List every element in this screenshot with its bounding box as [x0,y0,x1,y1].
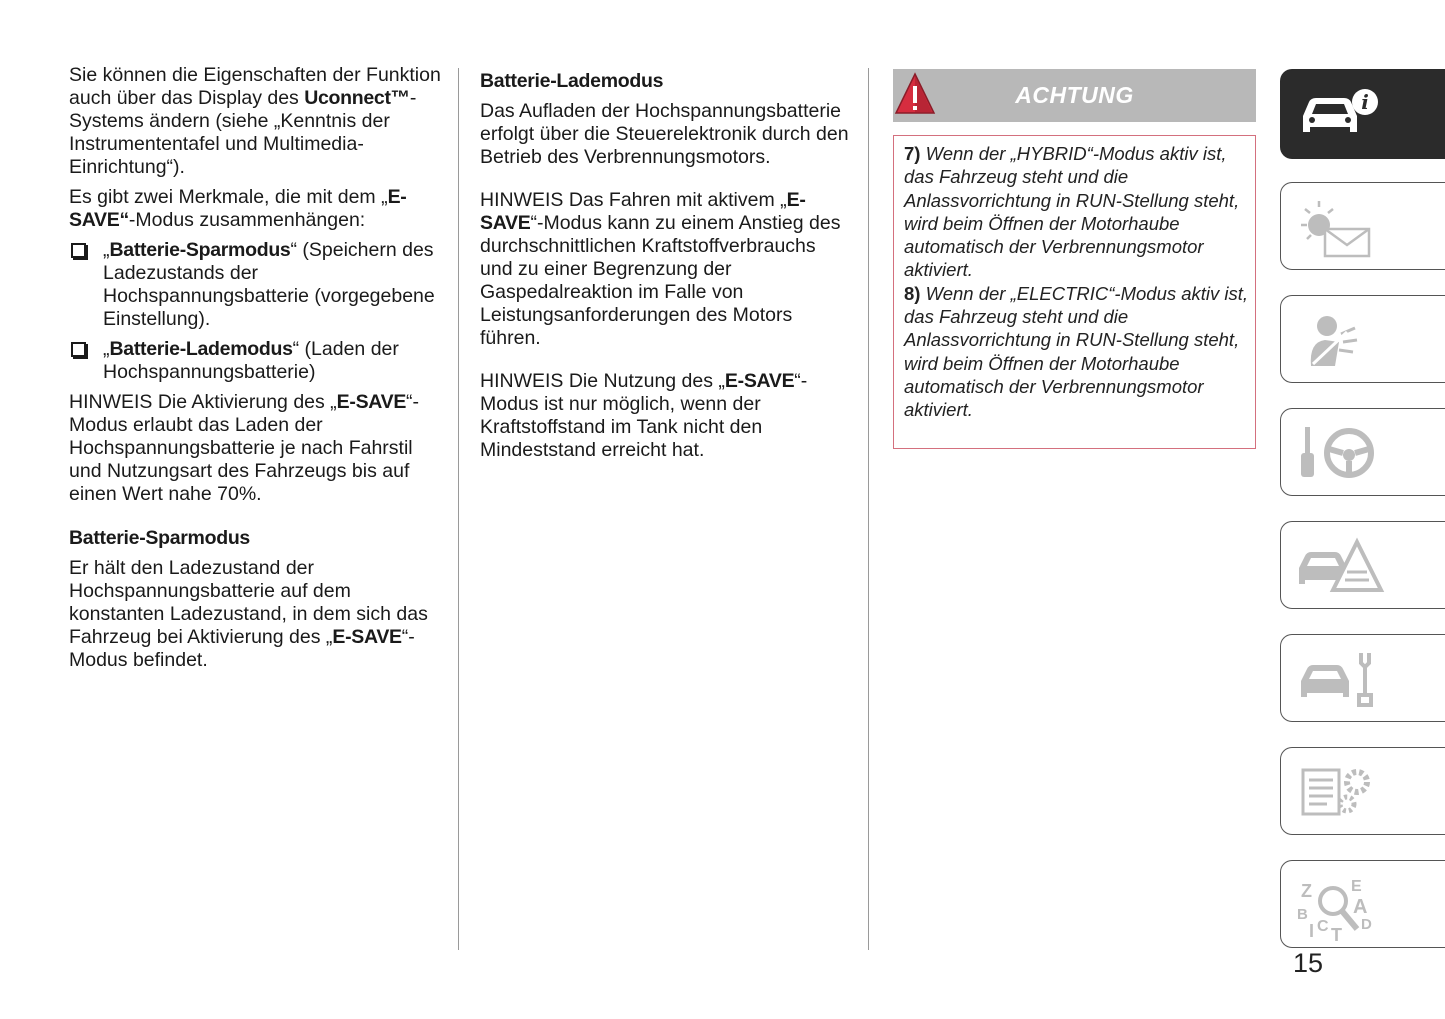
tab-technical-data[interactable] [1280,747,1445,835]
index-letter: C [1317,918,1329,935]
section-heading: Batterie-Lademodus [480,70,664,92]
tab-emergency[interactable] [1280,521,1445,609]
index-letter: D [1361,916,1372,933]
tab-index[interactable] [1280,860,1445,948]
index-letter: A [1353,896,1368,918]
index-letter: Z [1301,881,1312,901]
index-letter: I [1309,921,1315,941]
bullet-square-icon [69,338,103,384]
paragraph: HINWEIS Die Aktivierung des „E-SAVE“-Modus erlaubt das Laden der Hochspannungsbatterie je nach Fahrstil und Nutzungsart des Fahrzeugs bis auf einen Wert nahe 70%. [69,391,420,505]
note-number: 8) [904,282,921,304]
tab-safety[interactable] [1280,295,1445,383]
paragraph: HINWEIS Das Fahren mit aktivem „E-SAVE“-Modus kann zu einem Anstieg des durchschnittlichen Kraftstoffverbrauchs und zu einer Begrenzung der Gaspedalreaktion im Falle von Leistungsanforderungen des Motors führen. [480,189,841,349]
warning-lights-icon [1295,193,1385,259]
page-number: 15 [1293,948,1324,978]
column-divider [868,68,869,950]
index-letter: B [1297,906,1308,923]
warning-text: Wenn der „HYBRID“-Modus aktiv ist, das Fahrzeug steht und die Anlassvorrichtung in RUN-Stellung steht, wird beim Öffnen der Motorhaube automatisch der Verbrennungsmotor aktiviert. [904,143,1240,281]
paragraph: Es gibt zwei Merkmale, die mit dem „E-SAVE“-Modus zusammenhängen: [69,186,407,231]
paragraph: Er hält den Ladezustand der Hochspannungsbatterie auf dem konstanten Ladezustand, in dem sich das Fahrzeug bei Aktivierung des „E-SAVE“-Modus befindet. [69,557,428,671]
note-number: 7) [904,143,921,164]
tab-car-info[interactable] [1280,69,1445,159]
technical-data-icon [1295,758,1385,824]
car-info-icon [1295,80,1385,146]
warning-header [893,69,1256,122]
warning-text: Wenn der „ELECTRIC“-Modus aktiv ist, das Fahrzeug steht und die Anlassvorrichtung in RUN-Stellung steht, wird beim Öffnen der Motorhaube automatisch der Verbrennungsmotor aktiviert. [904,282,1249,421]
paragraph: HINWEIS Die Nutzung des „E-SAVE“-Modus ist nur möglich, wenn der Kraftstoffstand im Tank nicht den Mindeststand erreicht hat. [480,370,808,461]
warning-title: ACHTUNG [1015,82,1134,108]
index-letter: T [1331,925,1342,943]
section-heading: Batterie-Sparmodus [69,527,250,549]
warning-box [893,135,1256,449]
paragraph: Das Aufladen der Hochspannungsbatterie erfolgt über die Steuerelektronik durch den Betrieb des Verbrennungsmotors. [480,100,849,168]
car-maintenance-icon [1295,645,1385,711]
text-column-left [69,64,441,672]
paragraph: Sie können die Eigenschaften der Funktion auch über das Display des Uconnect™-Systems ändern (siehe „Kenntnis der Instrumententafel und Multimedia-Einrichtung“). [69,64,441,178]
airbag-safety-icon [1295,306,1385,372]
bullet-square-icon [69,239,103,331]
index-icon [1295,871,1385,943]
text-column-middle [480,64,852,462]
tab-starting-driving[interactable] [1280,408,1445,496]
index-letter: E [1351,878,1362,895]
key-steering-icon [1295,419,1385,485]
tab-warning-lights[interactable] [1280,182,1445,270]
column-divider [458,68,459,950]
list-item: „Batterie-Sparmodus“ (Speichern des Ladezustands der Hochspannungsbatterie (vorgegebene Einstellung). [69,239,441,331]
tab-maintenance[interactable] [1280,634,1445,722]
svg-text:i: i [1361,90,1369,114]
list-item: „Batterie-Lademodus“ (Laden der Hochspannungsbatterie) [69,338,441,384]
emergency-icon [1295,532,1385,598]
